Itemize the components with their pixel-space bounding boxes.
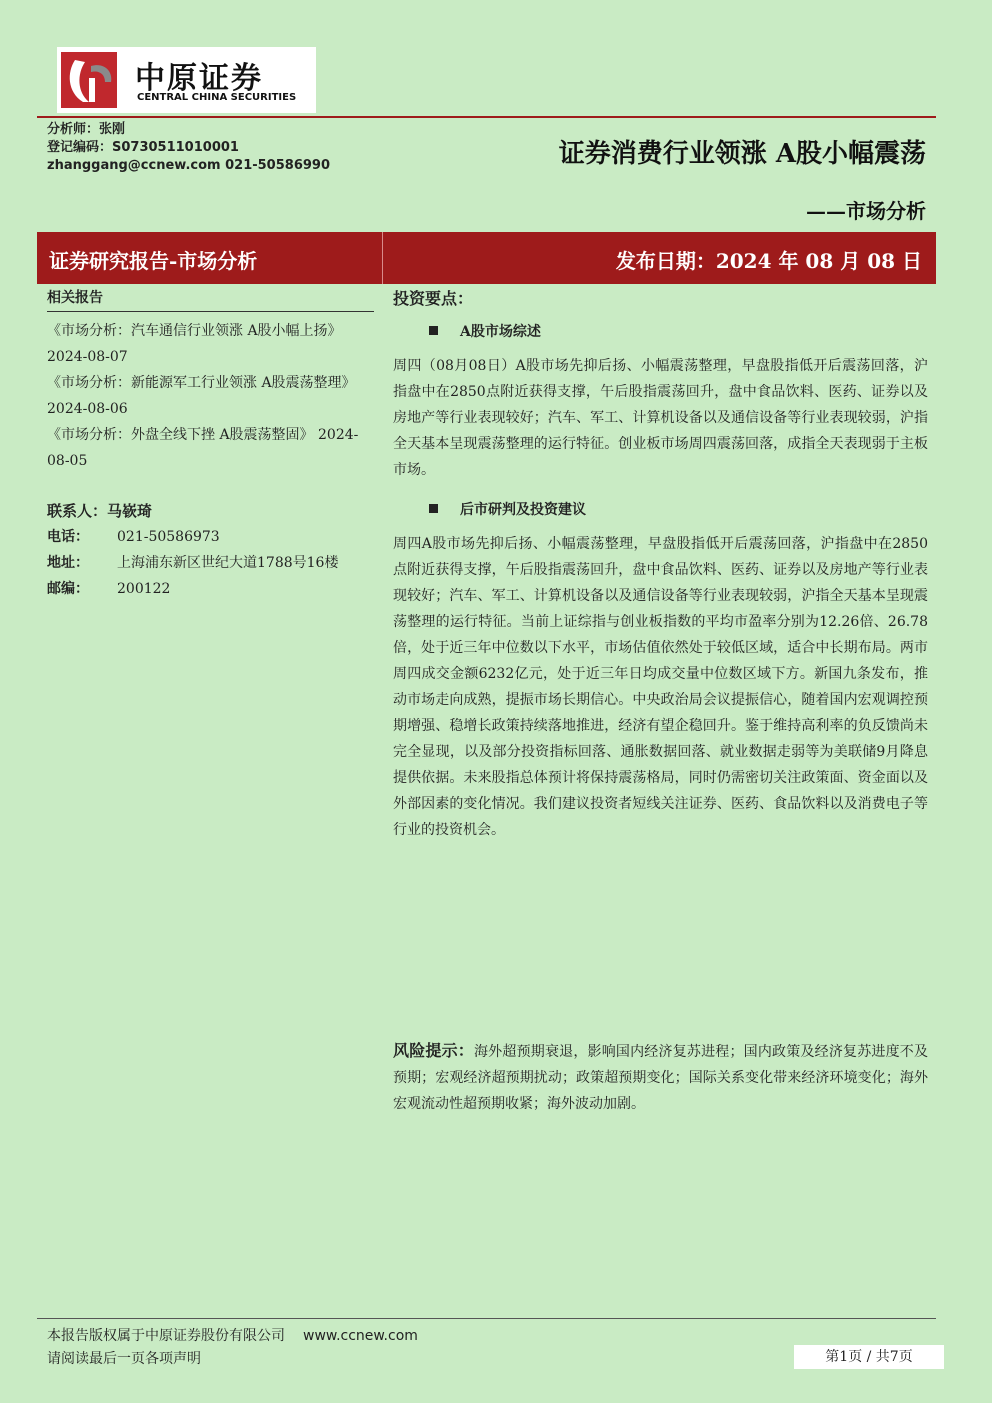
- company-logo-cn: 中原证券: [135, 61, 263, 96]
- page-number: 第1页 / 共7页: [794, 1345, 944, 1369]
- report-type: 证券研究报告-市场分析: [49, 249, 258, 273]
- related-reports-heading: 相关报告: [47, 287, 374, 312]
- section-heading-outlook: [429, 499, 928, 519]
- risk-label: 风险提示：: [393, 1041, 474, 1060]
- contact-address-value: 上海浦东新区世纪大道1788号16楼: [117, 555, 339, 571]
- outlook-text: 周四A股市场先抑后扬、小幅震荡整理，早盘股指低开后震荡回落，沪指盘中在2850点附近获得支撑，午后股指震荡回升，盘中食品饮料、医药、证券以及房地产等行业表现较好；汽车、军工、计算机设备以及通信设备等行业表现较弱，沪指全天基本呈现震荡整理的运行特征。当前上证综指与创业板指数的平均市盈率分别为12.26倍、26.78倍，处于近三年中位数以下水平，市场估值依然处于较低区域，适合中长期布局。两市周四成交金额6232亿元，处于近三年日均成交量中位数区域下方。新国九条发布，推动市场走向成熟，提振市场长期信心。中央政治局会议提振信心，随着国内宏观调控预期增强、稳增长政策持续落地推进，经济有望企稳回升。鉴于维持高利率的负反馈尚未完全显现，以及部分投资指标回落、通胀数据回落、就业数据走弱等为美联储9月降息提供依据。未来股指总体预计将保持震荡格局，同时仍需密切关注政策面、资金面以及外部因素的变化情况。我们建议投资者短线关注证券、医药、食品饮料以及消费电子等行业的投资机会。: [393, 536, 928, 838]
- related-report-item[interactable]: 《市场分析：新能源军工行业领涨 A股震荡整理》 2024-08-06: [47, 375, 356, 417]
- analyst-contact: zhanggang@ccnew.com 021-50586990: [47, 158, 330, 173]
- section-heading-market-review: [429, 321, 928, 341]
- report-banner: [37, 232, 936, 284]
- contact-zip-row: [47, 576, 374, 602]
- square-bullet-icon: [429, 326, 438, 335]
- contact-zip-value: 200122: [117, 581, 171, 597]
- related-report-item[interactable]: 《市场分析：汽车通信行业领涨 A股小幅上扬》 2024-08-07: [47, 323, 342, 365]
- related-reports: [47, 287, 374, 474]
- footer-website-link[interactable]: www.ccnew.com: [303, 1328, 418, 1344]
- analyst-name: 分析师：张刚: [47, 122, 126, 137]
- contact-info: [47, 498, 374, 602]
- section-title: 后市研判及投资建议: [460, 502, 586, 518]
- company-logo-en: CENTRAL CHINA SECURITIES: [137, 92, 297, 103]
- related-report-item[interactable]: 《市场分析：外盘全线下挫 A股震荡整固》 2024-08-05: [47, 427, 359, 469]
- footer-notice: 请阅读最后一页各项声明: [47, 1351, 201, 1367]
- square-bullet-icon: [429, 504, 438, 513]
- footer-copyright-row: [47, 1325, 418, 1345]
- header-divider: [37, 116, 936, 118]
- report-title: 证券消费行业领涨 A股小幅震荡: [558, 139, 926, 169]
- analyst-info: [47, 121, 330, 175]
- footer-copyright: 本报告版权属于中原证券股份有限公司: [47, 1328, 285, 1344]
- market-review-text: 周四（08月08日）A股市场先抑后扬、小幅震荡整理，早盘股指低开后震荡回落，沪指盘中在2850点附近获得支撑，午后股指震荡回升，盘中食品饮料、医药、证券以及房地产等行业表现较好；汽车、军工、计算机设备以及通信设备等行业表现较弱，沪指全天基本呈现震荡整理的运行特征。创业板市场周四震荡回落，成指全天表现弱于主板市场。: [393, 358, 928, 478]
- contact-address-row: [47, 550, 374, 576]
- contact-zip-label: 邮编：: [47, 581, 89, 597]
- footer-divider: [37, 1318, 936, 1319]
- section-title: A股市场综述: [460, 324, 541, 340]
- company-logo: [57, 47, 316, 113]
- contact-phone-value: 021-50586973: [117, 529, 220, 545]
- analyst-registration: 登记编码：S0730511010001: [47, 140, 239, 155]
- key-points: [393, 286, 928, 859]
- contact-person: 联系人：马嵚琦: [47, 502, 153, 520]
- publish-date: 发布日期：2024 年 08 月 08 日: [615, 249, 922, 273]
- company-logo-mark: [61, 52, 117, 108]
- contact-phone-row: [47, 524, 374, 550]
- risk-text: 海外超预期衰退，影响国内经济复苏进程；国内政策及经济复苏进度不及预期；宏观经济超预期扰动；政策超预期变化；国际关系变化带来经济环境变化；海外宏观流动性超预期收紧；海外波动加剧。: [393, 1044, 928, 1112]
- report-subtitle: ——市场分析: [806, 199, 926, 223]
- key-points-heading: 投资要点：: [393, 289, 474, 308]
- banner-divider: [382, 232, 383, 284]
- contact-address-label: 地址：: [47, 555, 89, 571]
- risk-warning: [393, 1038, 928, 1117]
- contact-phone-label: 电话：: [47, 529, 89, 545]
